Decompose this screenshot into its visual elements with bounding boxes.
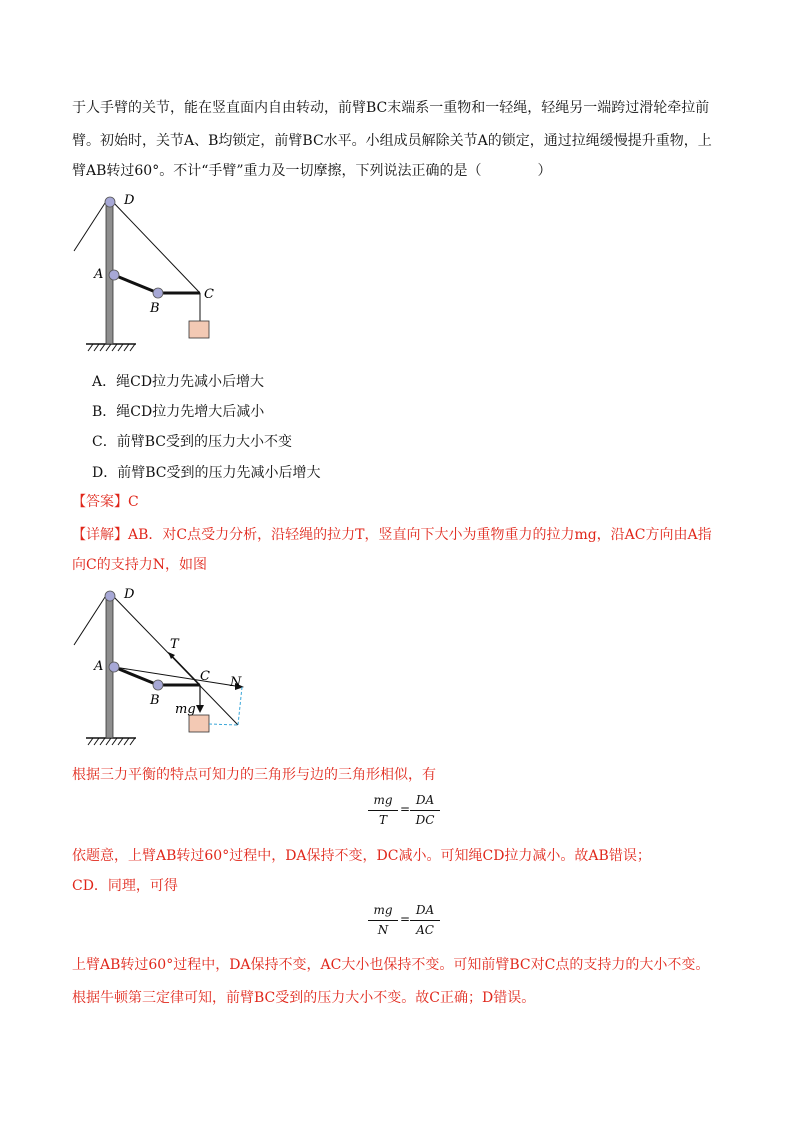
answer-value: C [128,494,139,510]
option-d: D．前臂BC受到的压力先减小后增大 [92,465,321,481]
frac1-den-left: T [378,813,387,827]
figure-1-diagram [72,188,242,353]
detail-tag: 【详解】 [72,527,128,543]
fig1-label-D: D [124,193,135,208]
frac2-bar-right [410,920,440,921]
frac1-equals: = [400,802,411,816]
fig2-label-mg: mg [175,702,196,717]
fig2-label-D: D [124,587,135,602]
frac2-num-right: DA [415,903,435,917]
fig1-label-B: B [150,301,160,316]
detail-line-2: 向C的支持力N，如图 [72,557,207,573]
frac2-equals: = [400,912,411,926]
frac1-num-right: DA [415,793,435,807]
frac2-num-left: mg [373,903,393,917]
fig2-label-C: C [200,669,210,684]
fig1-label-A: A [94,267,104,282]
solution-p1: 根据三力平衡的特点可知力的三角形与边的三角形相似，有 [72,767,436,783]
fraction-1 [368,793,438,833]
answer-line [72,492,139,512]
detail-line-1 [72,525,712,545]
option-b: B．绳CD拉力先增大后减小 [92,404,265,420]
frac2-den-left: N [377,923,389,937]
solution-p2: 依题意，上臂AB转过60°过程中，DA保持不变，DC减小。可知绳CD拉力减小。故AB错误； [72,848,651,864]
figure-2-diagram [72,582,262,747]
solution-p5: 根据牛顿第三定律可知，前臂BC受到的压力大小不变。故C正确；D错误。 [72,990,536,1006]
solution-p4: 上臂AB转过60°过程中，DA保持不变，AC大小也保持不变。可知前臂BC对C点的支持力的大小不变。 [72,957,710,973]
frac2-den-right: AC [416,923,434,937]
frac1-bar-left [368,810,398,811]
fig2-label-B: B [150,693,160,708]
option-c: C．前臂BC受到的压力大小不变 [92,434,292,450]
detail-text-1: AB．对C点受力分析，沿轻绳的拉力T，竖直向下大小为重物重力的拉力mg，沿AC方向由A指 [128,527,712,543]
frac1-bar-right [410,810,440,811]
solution-p3: CD．同理，可得 [72,878,178,894]
question-line-3: 臂AB转过60°。不计“手臂”重力及一切摩擦，下列说法正确的是（ ） [72,163,552,179]
frac1-den-right: DC [415,813,435,827]
fig1-label-C: C [204,287,214,302]
option-a: A．绳CD拉力先减小后增大 [92,374,265,390]
question-line-2: 臂。初始时，关节A、B均锁定，前臂BC水平。小组成员解除关节A的锁定，通过拉绳缓慢提升重物，上 [72,133,712,149]
frac2-bar-left [368,920,398,921]
fig2-label-N: N [230,675,242,690]
fraction-2 [368,903,438,943]
question-line-1: 于人手臂的关节，能在竖直面内自由转动，前臂BC末端系一重物和一轻绳，轻绳另一端跨过滑轮牵拉前 [72,100,710,116]
answer-tag: 【答案】 [72,494,128,510]
fig2-label-T: T [170,637,179,652]
frac1-num-left: mg [373,793,393,807]
fig2-label-A: A [94,659,104,674]
